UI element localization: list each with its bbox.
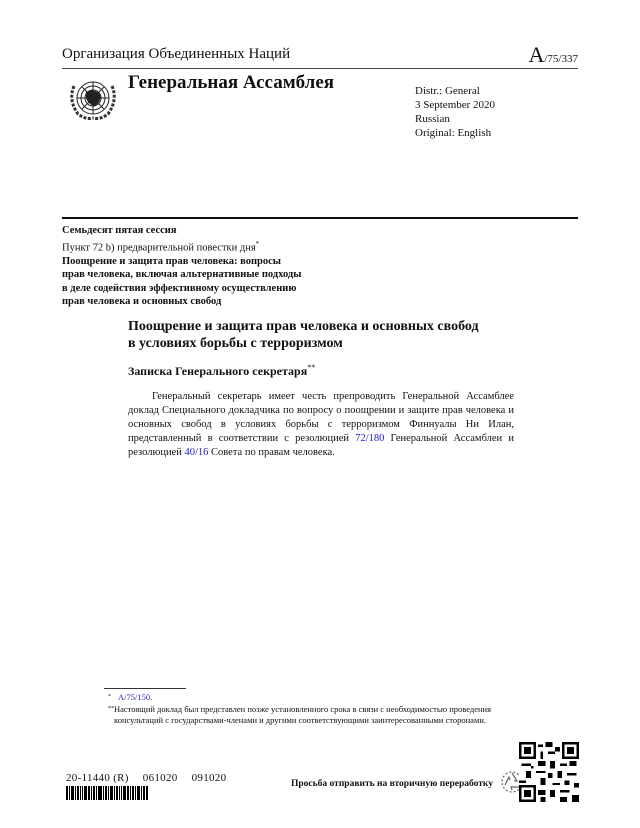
job-id: 20-11440 (R): [66, 772, 129, 784]
note-footnote-mark: **: [307, 363, 316, 372]
body-text: Генеральный секретарь имеет честь препроводить Генеральной Ассамблее доклад Специального докладчика по вопросу о поощрении и защите прав человека и основных свобод в условиях борьбы с терроризмом Финнуалы Ни Илан, представленный в соответствии с резолюцией: [128, 391, 514, 444]
body-paragraph: [128, 390, 514, 460]
note-heading-text: Записка Генерального секретаря: [128, 364, 308, 378]
footnote: [108, 692, 498, 704]
agenda-item: [62, 238, 362, 255]
agenda-title-line: в деле содействия эффективному осуществлению: [62, 282, 297, 294]
section-rule: [62, 217, 578, 219]
title-line: Поощрение и защита прав человека и основных свобод: [128, 319, 479, 334]
agenda-footnote-mark: *: [255, 239, 260, 248]
un-emblem-icon: [66, 74, 120, 122]
barcode-icon: [66, 786, 180, 800]
distr-line: Distr.: General: [415, 85, 480, 97]
title-line: в условиях борьбы с терроризмом: [128, 336, 343, 351]
qr-code-icon: [519, 742, 579, 802]
footnote-mark: *: [108, 694, 111, 700]
footnote: [108, 703, 498, 727]
agenda-title-line: прав человека и основных свобод: [62, 296, 222, 307]
note-heading: [128, 363, 315, 379]
body-text: Генеральной Ассамблеи и резолюцией: [128, 433, 514, 458]
resolution-link-40-16[interactable]: 40/16: [184, 447, 209, 458]
footnote-text: .: [150, 692, 153, 702]
job-date-2: 091020: [191, 772, 227, 784]
footnote-text: Настоящий доклад был представлен позже установленного срока в связи с необходимостью проведения консультаций с государствами-членами и другими соответствующими заинтересованными сторонами.: [114, 703, 492, 725]
recycle-note: Просьба отправить на вторичную переработку: [291, 779, 493, 789]
distr-original: Original: English: [415, 127, 492, 139]
session-block: [62, 224, 362, 309]
symbol-letter: A: [528, 42, 545, 67]
organization-name: Организация Объединенных Наций: [62, 46, 291, 62]
job-number: [66, 772, 240, 784]
session-name: Семьдесят пятая сессия: [62, 225, 177, 236]
distr-date: 3 September 2020: [415, 99, 496, 111]
resolution-link-72-180[interactable]: 72/180: [355, 433, 385, 444]
header-rule: [62, 68, 578, 69]
agenda-title-line: прав человека, включая альтернативные подходы: [62, 269, 302, 280]
body-name: Генеральная Ассамблея: [128, 72, 335, 93]
document-symbol: [528, 42, 578, 68]
distribution-info: [415, 84, 495, 140]
footnote-mark: **: [108, 705, 114, 712]
footnote-link-a-75-150[interactable]: A/75/150: [118, 692, 151, 702]
agenda-title-line: Поощрение и защита прав человека: вопросы: [62, 255, 281, 267]
job-date-1: 061020: [142, 772, 178, 784]
document-title: [128, 318, 479, 352]
footnotes: [108, 692, 498, 727]
body-text: Совета по правам человека.: [208, 447, 335, 458]
symbol-number: /75/337: [544, 53, 578, 65]
agenda-item-text: Пункт 72 b) предварительной повестки дня: [62, 242, 256, 253]
footnote-rule: [104, 688, 186, 689]
distr-language: Russian: [415, 113, 450, 125]
